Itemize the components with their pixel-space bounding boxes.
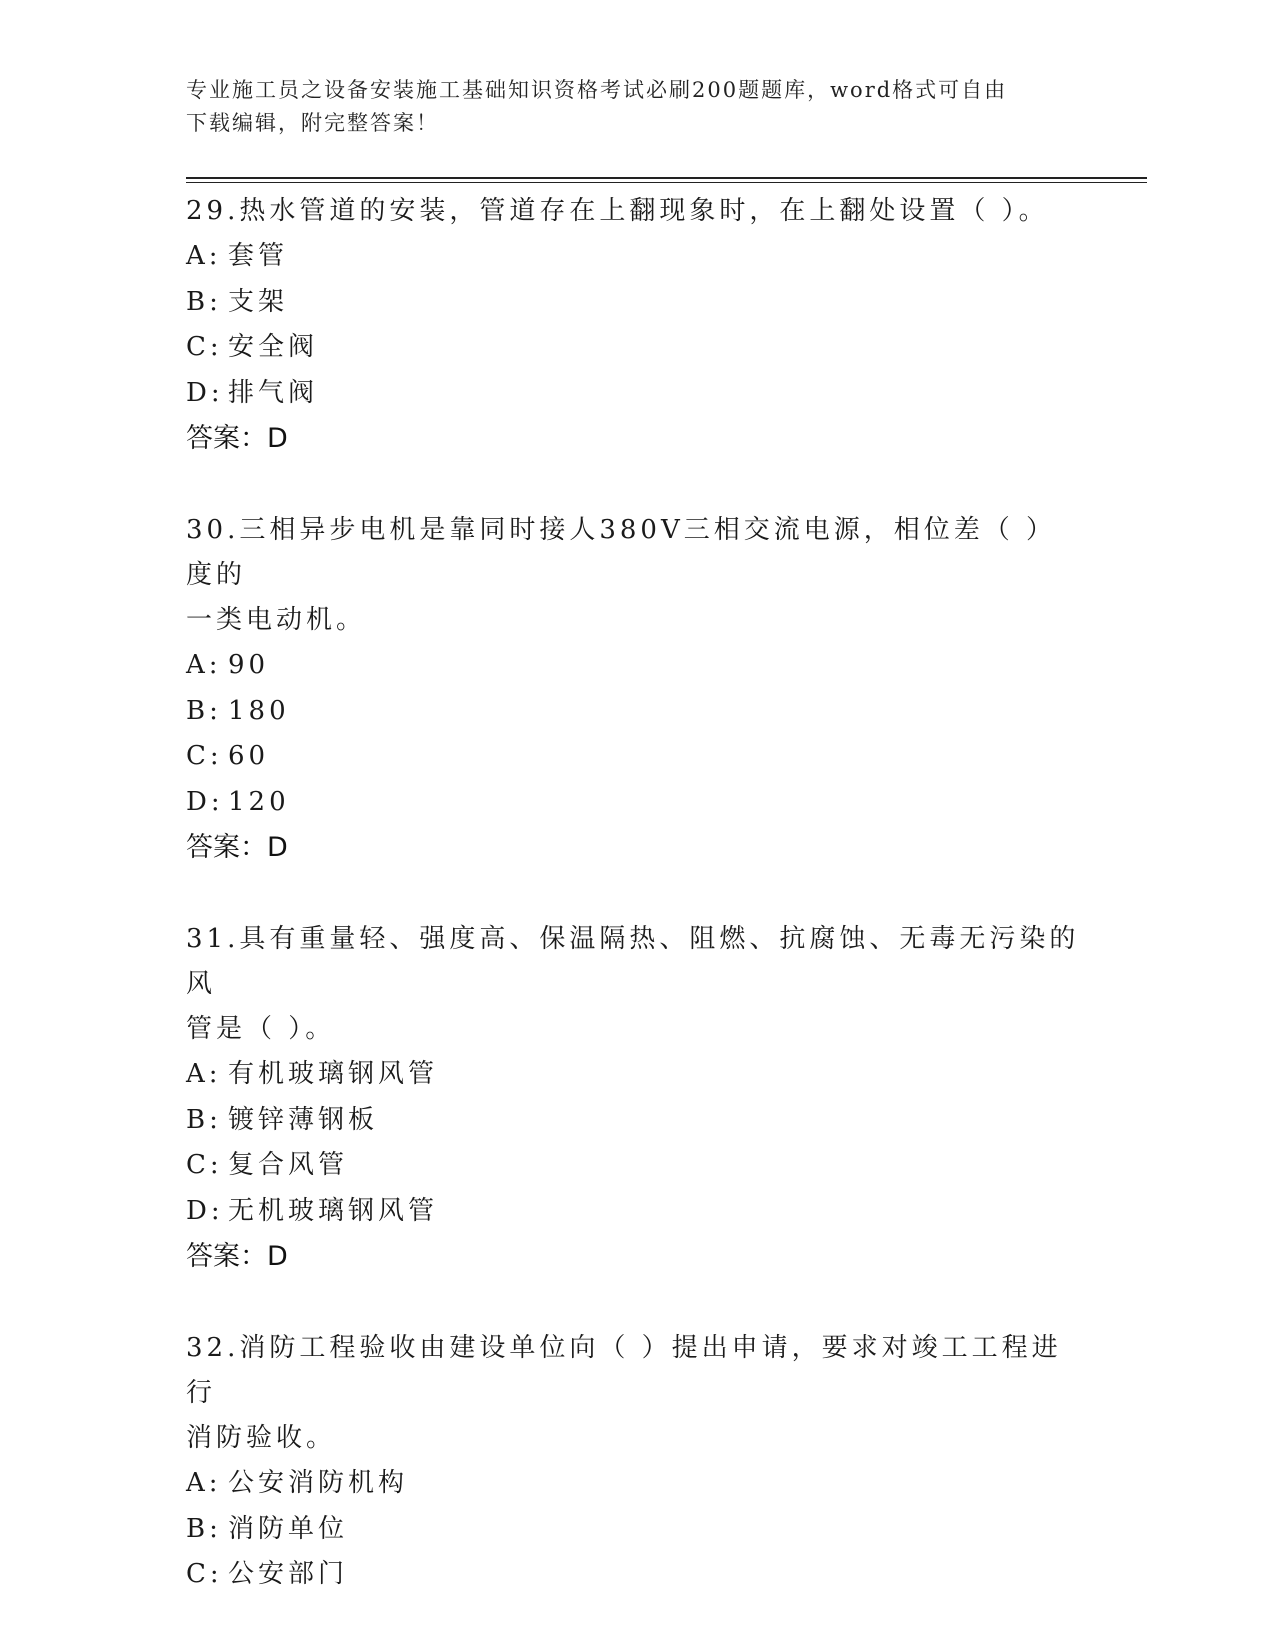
question-text-continued: 消防验收。 bbox=[186, 1423, 337, 1453]
option-key: B: bbox=[186, 286, 222, 317]
option-text: 套管 bbox=[228, 241, 289, 271]
option-text: 支架 bbox=[228, 286, 289, 317]
option-b bbox=[186, 280, 1086, 326]
option-key: A: bbox=[186, 650, 222, 680]
answer-line: 答案：D bbox=[186, 832, 288, 863]
option-b bbox=[186, 689, 1086, 735]
option-key: D: bbox=[186, 786, 224, 817]
question-31 bbox=[186, 917, 1086, 1280]
option-c bbox=[186, 734, 1086, 780]
option-text: 有机玻璃钢风管 bbox=[228, 1059, 439, 1089]
option-text: 无机玻璃钢风管 bbox=[228, 1195, 439, 1226]
header-divider-thick bbox=[186, 177, 1147, 179]
question-text: 32.消防工程验收由建设单位向（ ）提出申请，要求对竣工工程进行 bbox=[186, 1333, 1062, 1408]
option-text: 排气阀 bbox=[228, 377, 319, 408]
option-key: A: bbox=[186, 241, 222, 271]
option-c bbox=[186, 1552, 1086, 1598]
question-32 bbox=[186, 1326, 1086, 1598]
option-b bbox=[186, 1507, 1086, 1553]
question-29 bbox=[186, 189, 1086, 462]
option-key: B: bbox=[186, 1104, 222, 1135]
option-b bbox=[186, 1098, 1086, 1144]
answer-line: 答案：D bbox=[186, 1241, 288, 1272]
option-text: 180 bbox=[228, 695, 290, 726]
header-line-1: 专业施工员之设备安装施工基础知识资格考试必刷200题题库，word格式可自由 bbox=[186, 78, 1008, 102]
question-list bbox=[186, 189, 1086, 1644]
option-key: C: bbox=[186, 1150, 223, 1180]
option-d bbox=[186, 1189, 1086, 1235]
option-text: 消防单位 bbox=[228, 1513, 349, 1544]
option-a bbox=[186, 1461, 1086, 1507]
question-text: 30.三相异步电机是靠同时接人380V三相交流电源，相位差（ ）度的 bbox=[186, 515, 1057, 590]
option-d bbox=[186, 371, 1086, 417]
option-a bbox=[186, 643, 1086, 689]
option-text: 镀锌薄钢板 bbox=[228, 1104, 379, 1135]
option-d bbox=[186, 780, 1086, 826]
option-key: C: bbox=[186, 1559, 223, 1589]
option-key: B: bbox=[186, 695, 222, 726]
option-key: A: bbox=[186, 1468, 222, 1498]
option-key: A: bbox=[186, 1059, 222, 1089]
option-key: B: bbox=[186, 1513, 222, 1544]
question-text: 29.热水管道的安装，管道存在上翻现象时，在上翻处设置（ ）。 bbox=[186, 196, 1049, 226]
option-c bbox=[186, 325, 1086, 371]
option-a bbox=[186, 234, 1086, 280]
option-key: C: bbox=[186, 741, 223, 771]
header-line-2: 下载编辑，附完整答案！ bbox=[186, 111, 439, 135]
option-c bbox=[186, 1143, 1086, 1189]
option-text: 安全阀 bbox=[228, 332, 319, 362]
option-text: 公安消防机构 bbox=[228, 1468, 409, 1498]
header-divider-thin bbox=[186, 182, 1147, 183]
option-a bbox=[186, 1052, 1086, 1098]
question-text: 31.具有重量轻、强度高、保温隔热、阻燃、抗腐蚀、无毒无污染的风 bbox=[186, 924, 1080, 999]
option-text: 公安部门 bbox=[228, 1559, 349, 1589]
option-key: D: bbox=[186, 1195, 224, 1226]
question-text-continued: 管是（ ）。 bbox=[186, 1014, 336, 1044]
answer-line: 答案：D bbox=[186, 423, 288, 454]
option-text: 90 bbox=[228, 650, 270, 680]
question-30 bbox=[186, 508, 1086, 871]
option-key: D: bbox=[186, 377, 224, 408]
option-text: 120 bbox=[228, 786, 290, 817]
document-header bbox=[186, 74, 1086, 140]
question-text-continued: 一类电动机。 bbox=[186, 605, 367, 635]
option-text: 60 bbox=[228, 741, 270, 771]
option-text: 复合风管 bbox=[228, 1150, 349, 1180]
option-key: C: bbox=[186, 332, 223, 362]
